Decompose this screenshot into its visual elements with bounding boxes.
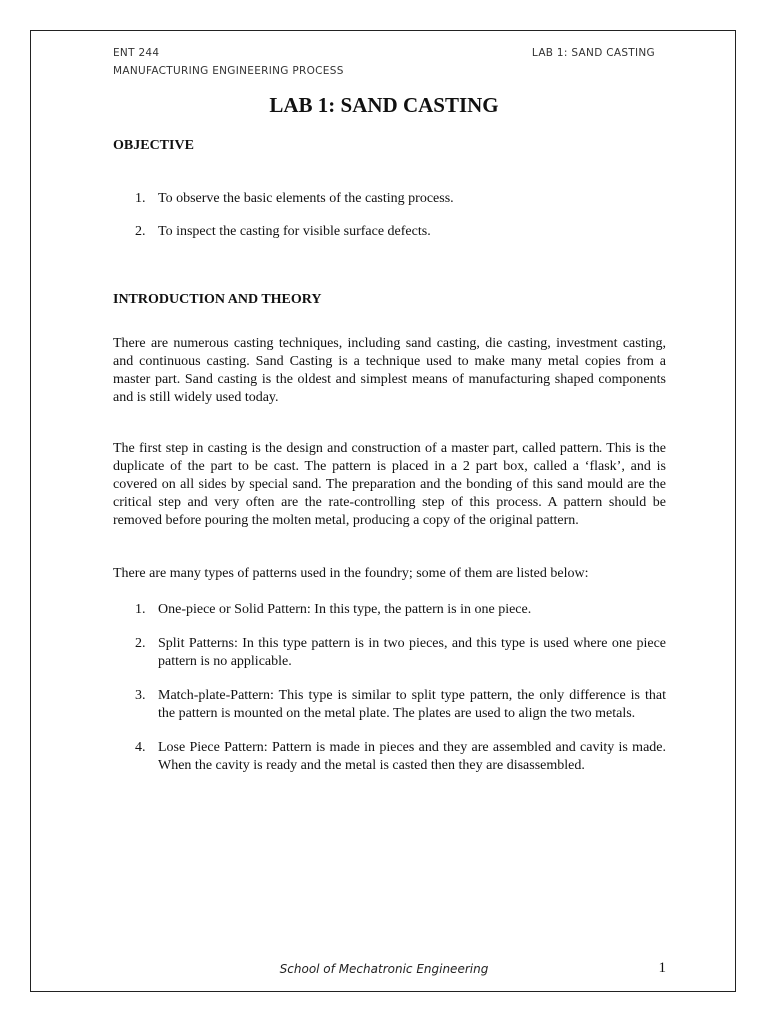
header-lab-label: LAB 1: SAND CASTING [531, 47, 655, 59]
intro-heading: INTRODUCTION AND THEORY [113, 292, 322, 307]
pattern-list [113, 601, 666, 775]
list-text: Lose Piece Pattern: Pattern is made in pieces and they are assembled and cavity is made. When the cavity is ready and the metal is casted then they are disassembled. [158, 740, 666, 773]
header-course-code: ENT 244 [113, 47, 160, 59]
objective-item [113, 190, 666, 208]
header-course-name: MANUFACTURING ENGINEERING PROCESS [113, 65, 344, 77]
document-title: LAB 1: SAND CASTING [269, 93, 499, 117]
pattern-item [113, 687, 666, 723]
footer-school: School of Mechatronic Engineering [279, 962, 489, 976]
page-number: 1 [658, 960, 666, 976]
pattern-item [113, 601, 666, 619]
list-number: 3. [135, 688, 146, 703]
objective-heading: OBJECTIVE [113, 138, 194, 153]
list-text: One-piece or Solid Pattern: In this type, the pattern is in one piece. [158, 602, 532, 617]
intro-paragraph-1: There are numerous casting techniques, including sand casting, die casting, investment casting, and continuous casting. Sand Casting is a technique used to make many metal copies from a master part. Sand casting is the oldest and simplest means of manufacturing shaped components and is still widely used today. [113, 336, 666, 405]
list-text: Split Patterns: In this type pattern is in two pieces, and this type is used where one piece pattern is no applicable. [158, 636, 666, 669]
objective-list [113, 190, 666, 241]
list-text: To observe the basic elements of the casting process. [158, 191, 454, 206]
objective-item [113, 223, 666, 241]
list-number: 2. [135, 636, 146, 651]
intro-paragraph-2: The first step in casting is the design and construction of a master part, called pattern. This is the duplicate of the part to be cast. The pattern is placed in a 2 part box, called a ‘flask’, and is covered on all sides by special sand. The preparation and the bonding of this sand mould are the critical step and very often are the rate-controlling step of this process. A pattern should be removed before pouring the molten metal, producing a copy of the original pattern. [113, 441, 666, 528]
list-text: Match-plate-Pattern: This type is similar to split type pattern, the only difference is that the pattern is mounted on the metal plate. The plates are used to align the two metals. [158, 688, 666, 721]
list-number: 2. [135, 224, 146, 239]
list-text: To inspect the casting for visible surface defects. [158, 224, 431, 239]
intro-paragraph-3: There are many types of patterns used in the foundry; some of them are listed below: [113, 566, 589, 581]
pattern-item [113, 635, 666, 671]
list-number: 4. [135, 740, 146, 755]
pattern-item [113, 739, 666, 775]
list-number: 1. [135, 191, 146, 206]
list-number: 1. [135, 602, 146, 617]
